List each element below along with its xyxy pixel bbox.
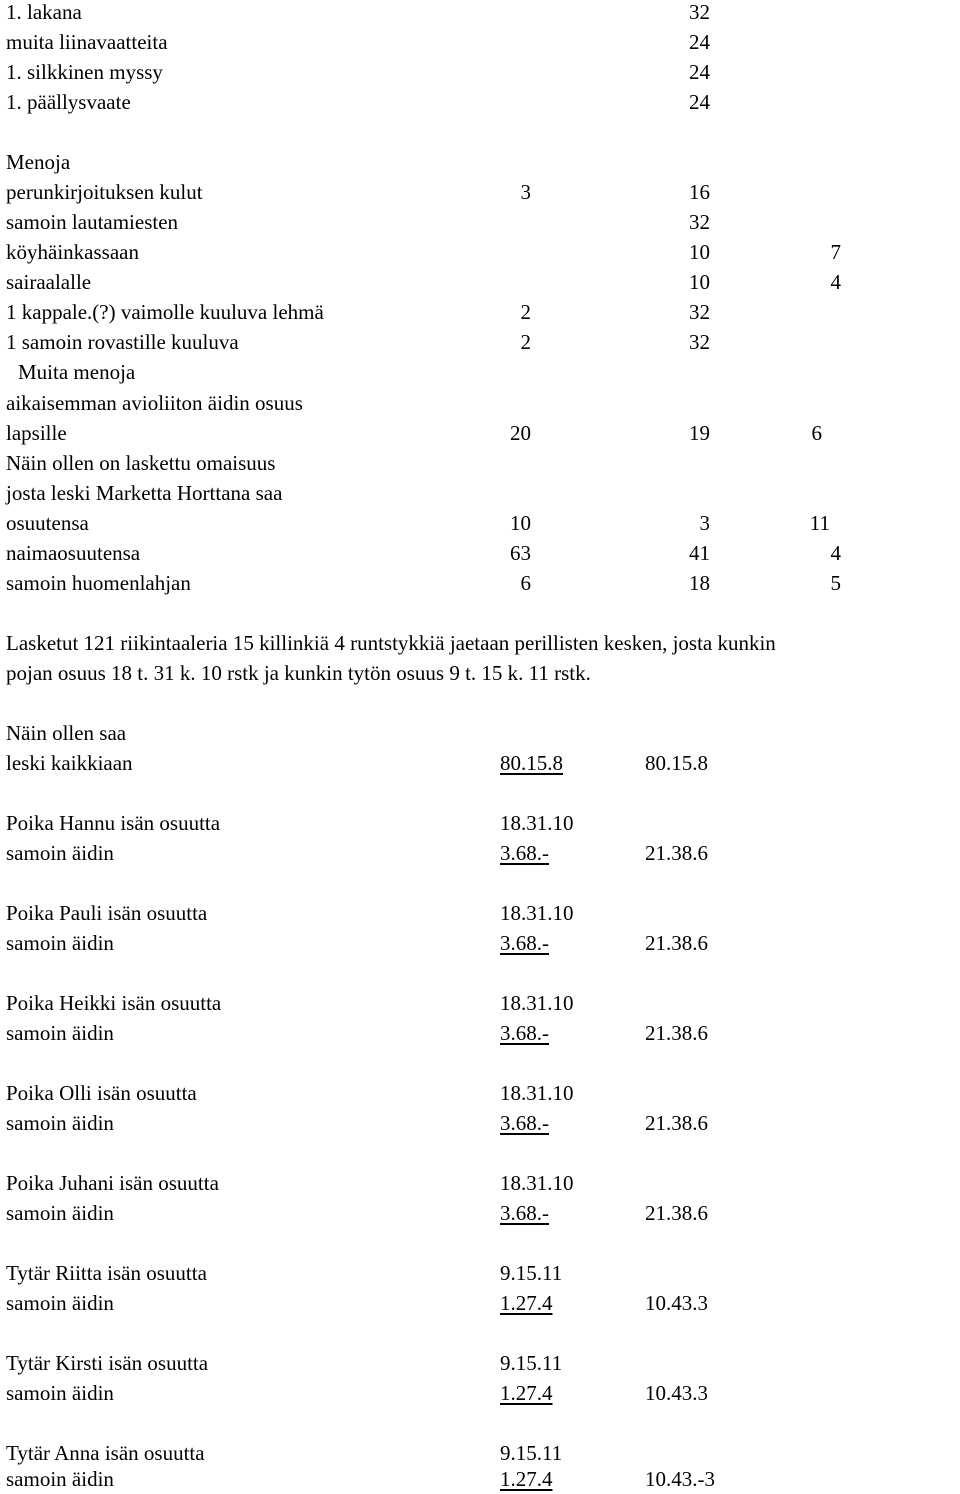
item-value: 24: [689, 60, 710, 84]
heir-label: Poika Hannu isän osuutta: [6, 811, 221, 835]
estate-label: osuutensa: [6, 511, 89, 535]
widow-row: [0, 748, 960, 778]
heir-mother-share: 3.68.-: [500, 1111, 549, 1135]
expense-label: samoin lautamiesten: [6, 210, 179, 234]
heir-father-share: 9.15.11: [500, 1441, 563, 1465]
heir-father-share: 18.31.10: [500, 991, 574, 1015]
expense-row: [0, 207, 960, 237]
expense-row: [0, 297, 960, 327]
item-value: 32: [689, 0, 710, 24]
widow-share: 80.15.8: [500, 751, 563, 775]
item-row: [0, 27, 960, 57]
expense-value-c: 4: [830, 270, 841, 294]
heir-total: 21.38.6: [645, 1201, 708, 1225]
expense-value-b: 32: [689, 330, 710, 354]
heir-mother-label: samoin äidin: [6, 1291, 114, 1315]
widow-label: leski kaikkiaan: [6, 751, 133, 775]
heir-total: 10.43.-3: [645, 1467, 715, 1491]
heir-label: Poika Juhani isän osuutta: [6, 1171, 219, 1195]
heir-mother-share: 3.68.-: [500, 931, 549, 955]
estate-label: naimaosuutensa: [6, 541, 141, 565]
heir-mother-label: samoin äidin: [6, 1381, 114, 1405]
heir-mother-row: [0, 1018, 960, 1048]
other-expense-value-c: 6: [811, 421, 822, 445]
heir-father-share: 18.31.10: [500, 1171, 574, 1195]
heir-father-share: 9.15.11: [500, 1351, 563, 1375]
item-row: [0, 87, 960, 117]
other-expenses-text: aikaisemman avioliiton äidin osuus: [6, 391, 303, 415]
expense-label: perunkirjoituksen kulut: [6, 180, 203, 204]
estate-value-a: 6: [520, 571, 531, 595]
estate-label: samoin huomenlahjan: [6, 571, 191, 595]
item-row: [0, 57, 960, 87]
heir-label: Poika Olli isän osuutta: [6, 1081, 197, 1105]
heir-total: 10.43.3: [645, 1291, 708, 1315]
heir-mother-share: 3.68.-: [500, 841, 549, 865]
other-expenses-line: [0, 388, 960, 418]
other-expense-value-a: 20: [510, 421, 531, 445]
heir-label: Poika Pauli isän osuutta: [6, 901, 208, 925]
widow-line: [0, 718, 960, 748]
heir-father-row: [0, 1168, 960, 1198]
expense-value-b: 16: [689, 180, 710, 204]
expenses-heading-row: [0, 147, 960, 177]
item-label: muita liinavaatteita: [6, 30, 168, 54]
estate-line: [0, 448, 960, 478]
expense-label: köyhäinkassaan: [6, 240, 139, 264]
widow-total: 80.15.8: [645, 751, 708, 775]
item-row: [0, 0, 960, 27]
estate-row: [0, 538, 960, 568]
expense-label: sairaalalle: [6, 270, 92, 294]
heir-father-row: [0, 898, 960, 928]
heir-father-row: [0, 1258, 960, 1288]
heir-father-share: 18.31.10: [500, 1081, 574, 1105]
expense-value-a: 2: [520, 330, 531, 354]
estate-value-c: 11: [809, 511, 830, 535]
expenses-heading: Menoja: [6, 150, 71, 174]
heir-mother-share: 3.68.-: [500, 1201, 549, 1225]
heir-father-share: 18.31.10: [500, 811, 574, 835]
expense-value-b: 32: [689, 300, 710, 324]
widow-text: Näin ollen saa: [6, 721, 127, 745]
expense-label: 1 kappale.(?) vaimolle kuuluva lehmä: [6, 300, 324, 324]
estate-line: [0, 478, 960, 508]
division-paragraph-line: Lasketut 121 riikintaaleria 15 killinkiä 4 runtstykkiä jaetaan perillisten kesken, josta kunkin: [6, 631, 776, 655]
heir-mother-label: samoin äidin: [6, 931, 114, 955]
heir-label: Tytär Kirsti isän osuutta: [6, 1351, 209, 1375]
heir-mother-row: [0, 1108, 960, 1138]
heir-mother-label: samoin äidin: [6, 841, 114, 865]
item-label: 1. päällysvaate: [6, 90, 131, 114]
heir-mother-row: [0, 1288, 960, 1318]
heir-mother-row: [0, 1464, 960, 1494]
heir-mother-share: 1.27.4: [500, 1467, 553, 1491]
other-expenses-heading: Muita menoja: [18, 360, 136, 384]
heir-mother-share: 3.68.-: [500, 1021, 549, 1045]
heir-label: Tytär Anna isän osuutta: [6, 1441, 205, 1465]
other-expense-row: [0, 418, 960, 448]
expense-row: [0, 177, 960, 207]
other-expenses-heading-row: [0, 357, 960, 387]
other-expense-label: lapsille: [6, 421, 67, 445]
heir-label: Tytär Riitta isän osuutta: [6, 1261, 207, 1285]
heir-mother-row: [0, 928, 960, 958]
item-label: 1. silkkinen myssy: [6, 60, 163, 84]
estate-value-a: 10: [510, 511, 531, 535]
expense-row: [0, 237, 960, 267]
heir-mother-share: 1.27.4: [500, 1291, 553, 1315]
heir-father-share: 9.15.11: [500, 1261, 563, 1285]
expense-row: [0, 327, 960, 357]
heir-mother-label: samoin äidin: [6, 1467, 114, 1491]
item-value: 24: [689, 90, 710, 114]
heir-mother-label: samoin äidin: [6, 1111, 114, 1135]
estate-value-a: 63: [510, 541, 531, 565]
item-label: 1. lakana: [6, 0, 82, 24]
expense-label: 1 samoin rovastille kuuluva: [6, 330, 239, 354]
heir-mother-row: [0, 1198, 960, 1228]
heir-total: 21.38.6: [645, 1021, 708, 1045]
heir-father-share: 18.31.10: [500, 901, 574, 925]
estate-text: josta leski Marketta Horttana saa: [6, 481, 283, 505]
item-value: 24: [689, 30, 710, 54]
heir-father-row: [0, 988, 960, 1018]
expense-value-b: 10: [689, 270, 710, 294]
estate-value-b: 3: [699, 511, 710, 535]
heir-mother-row: [0, 1378, 960, 1408]
other-expense-value-b: 19: [689, 421, 710, 445]
heir-father-row: [0, 1348, 960, 1378]
heir-total: 21.38.6: [645, 841, 708, 865]
estate-value-c: 5: [830, 571, 841, 595]
heir-label: Poika Heikki isän osuutta: [6, 991, 222, 1015]
estate-row: [0, 568, 960, 598]
heir-father-row: [0, 808, 960, 838]
heir-mother-row: [0, 838, 960, 868]
estate-row: [0, 508, 960, 538]
estate-text: Näin ollen on laskettu omaisuus: [6, 451, 276, 475]
expense-row: [0, 267, 960, 297]
expense-value-b: 10: [689, 240, 710, 264]
heir-total: 21.38.6: [645, 1111, 708, 1135]
heir-mother-label: samoin äidin: [6, 1201, 114, 1225]
expense-value-a: 3: [520, 180, 531, 204]
expense-value-a: 2: [520, 300, 531, 324]
heir-mother-label: samoin äidin: [6, 1021, 114, 1045]
heir-total: 21.38.6: [645, 931, 708, 955]
expense-value-b: 32: [689, 210, 710, 234]
heir-father-row: [0, 1078, 960, 1108]
estate-value-c: 4: [830, 541, 841, 565]
expense-value-c: 7: [830, 240, 841, 264]
estate-value-b: 18: [689, 571, 710, 595]
heir-total: 10.43.3: [645, 1381, 708, 1405]
division-paragraph-line: pojan osuus 18 t. 31 k. 10 rstk ja kunkin tytön osuus 9 t. 15 k. 11 rstk.: [6, 661, 591, 685]
heir-mother-share: 1.27.4: [500, 1381, 553, 1405]
estate-value-b: 41: [689, 541, 710, 565]
